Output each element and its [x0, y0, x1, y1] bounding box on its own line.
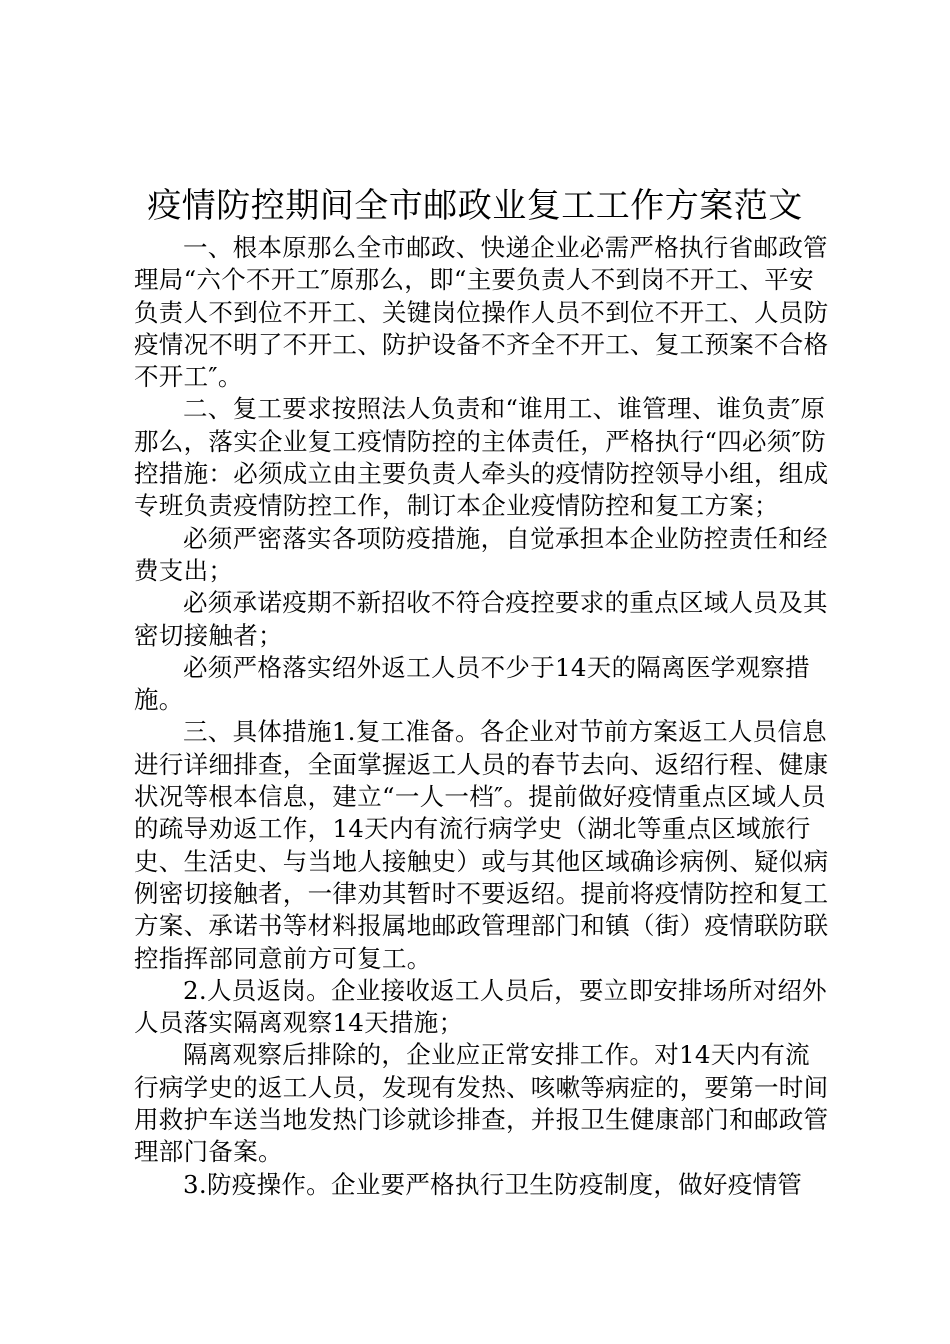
- paragraph-recruitment-commitment: 必须承诺疫期不新招收不符合疫控要求的重点区域人员及其密切接触者；: [134, 588, 828, 650]
- paragraph-epidemic-measures: 必须严密落实各项防疫措施，自觉承担本企业防控责任和经费支出；: [134, 523, 828, 585]
- paragraph-specific-measures: 三、具体措施1.复工准备。各企业对节前方案返工人员信息进行详细排查，全面掌握返工人员的春节去向、返绍行程、健康状况等根本信息，建立“一人一档″。提前做好疫情重点区域人员的疏导劝返工作，14天内有流行病学史（湖北等重点区域旅行史、生活史、与当地人接触史）或与其他区域确诊病例、疑似病例密切接触者，一律劝其暂时不要返绍。提前将疫情防控和复工方案、承诺书等材料报属地邮政管理部门和镇（街）疫情联防联控指挥部同意前方可复工。: [134, 717, 829, 973]
- paragraph-basic-principle: 一、根本原那么全市邮政、快递企业必需严格执行省邮政管理局“六个不开工″原那么，即“主要负责人不到岗不开工、平安负责人不到位不开工、关键岗位操作人员不到位不开工、人员防疫情况不明了不开工、防护设备不齐全不开工、复工预案不合格不开工″。: [134, 233, 829, 392]
- paragraph-epidemic-operation: 3.防疫操作。企业要严格执行卫生防疫制度，做好疫情管: [183, 1169, 803, 1199]
- paragraph-resumption-requirements: 二、复工要求按照法人负责和“谁用工、谁管理、谁负责″原那么，落实企业复工疫情防控的主体责任，严格执行“四必须″防控措施：必须成立由主要负责人牵头的疫情防控领导小组，组成专班负责疫情防控工作，制订本企业疫情防控和复工方案；: [134, 394, 829, 521]
- paragraph-post-quarantine: 隔离观察后排除的，企业应正常安排工作。对14天内有流行病学史的返工人员，发现有发热、咳嗽等病症的，要第一时间用救护车送当地发热门诊就诊排查，并报卫生健康部门和邮政管理部门备案。: [134, 1040, 829, 1167]
- paragraph-staff-return: 2.人员返岗。企业接收返工人员后，要立即安排场所对绍外人员落实隔离观察14天措施；: [134, 975, 827, 1038]
- document-title: 疫情防控期间全市邮政业复工工作方案范文: [147, 186, 803, 226]
- paragraph-quarantine-observation: 必须严格落实绍外返工人员不少于14天的隔离医学观察措施。: [134, 652, 810, 715]
- document-body: [134, 232, 834, 1201]
